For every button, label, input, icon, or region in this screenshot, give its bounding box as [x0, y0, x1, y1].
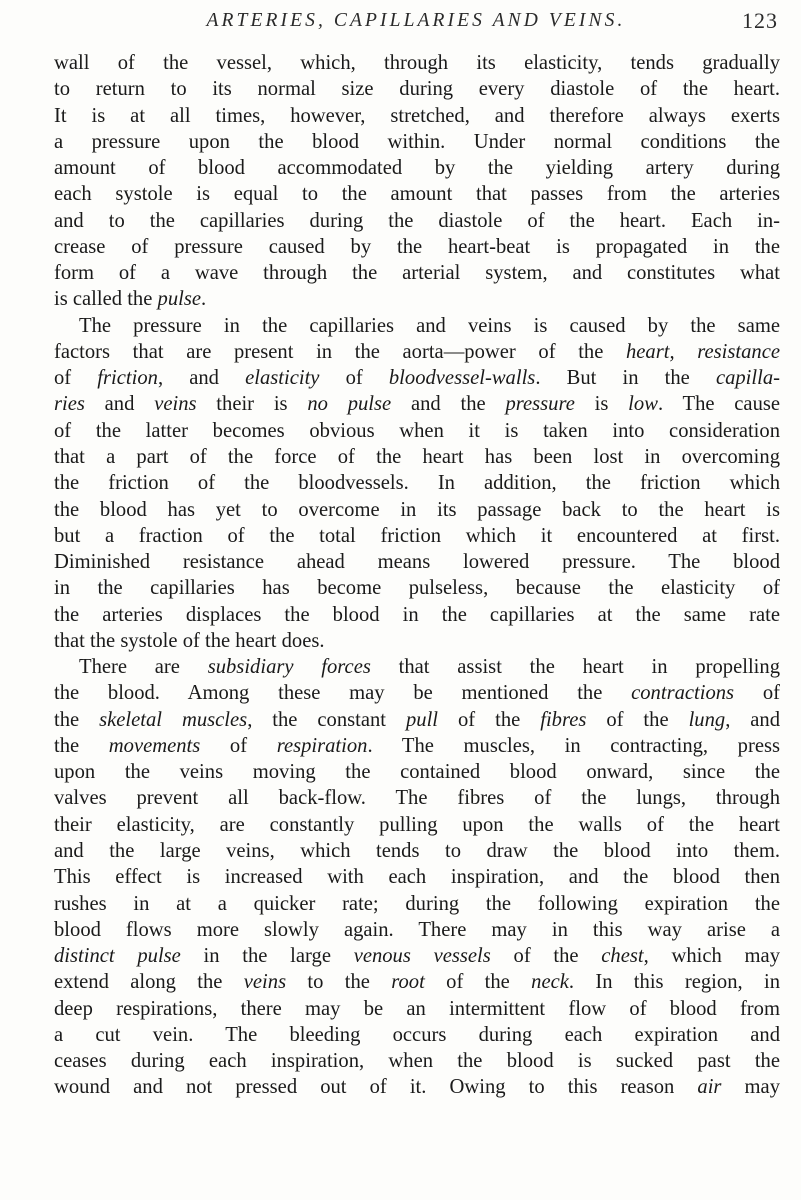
- text-line: [54, 549, 780, 575]
- text-line: [54, 864, 780, 890]
- text-span: wall of the vessel, which, through its elasticity, tends gradually: [54, 52, 780, 74]
- text-span: factors that are present in the aorta—power of the: [54, 340, 626, 363]
- text-span: the: [54, 734, 109, 757]
- italic-text: distinct pulse: [54, 945, 181, 968]
- text-span: that assist the heart in propelling: [370, 656, 780, 679]
- text-line: [54, 1048, 780, 1074]
- text-span: of the: [490, 945, 602, 968]
- text-span: is: [574, 393, 629, 416]
- text-line: [54, 759, 780, 785]
- text-span: in the capillaries has become pulseless, because the elasticity of: [54, 577, 780, 600]
- italic-text: root: [391, 971, 425, 994]
- text-line: [54, 602, 780, 628]
- text-line: [54, 286, 780, 312]
- italic-text: pull: [405, 708, 439, 731]
- running-header: [0, 10, 778, 42]
- italic-text: lung: [688, 708, 726, 731]
- text-span: The pressure in the capillaries and veins is caused by the same: [79, 314, 780, 337]
- text-line: [54, 996, 780, 1022]
- text-span: rushes in at a quicker rate; during the following expiration the: [54, 892, 780, 915]
- text-span: , which may: [643, 945, 780, 968]
- text-line: [54, 969, 780, 995]
- text-line: [54, 418, 780, 444]
- text-line: [54, 1022, 780, 1048]
- text-span: is called the: [54, 288, 158, 311]
- italic-text: pulse: [157, 288, 201, 311]
- italic-text: subsidiary forces: [207, 656, 371, 679]
- text-line: [54, 313, 780, 339]
- italic-text: no pulse: [307, 393, 392, 416]
- text-line: [54, 654, 780, 680]
- text-line: [54, 470, 780, 496]
- text-line: [54, 181, 780, 207]
- text-line: [54, 943, 780, 969]
- text-line: [54, 155, 780, 181]
- text-span: , and: [725, 708, 780, 731]
- text-line: [54, 680, 780, 706]
- italic-text: air: [697, 1076, 722, 1099]
- text-line: [54, 444, 780, 470]
- text-line: [54, 208, 780, 234]
- text-line: [54, 234, 780, 260]
- text-span: deep respirations, there may be an intermittent flow of blood from: [54, 997, 780, 1020]
- text-line: [54, 733, 780, 759]
- text-span: This effect is increased with each inspiration, and the blood then: [54, 866, 780, 889]
- text-line: [54, 812, 780, 838]
- italic-text: contractions: [631, 682, 735, 705]
- text-span: a pressure upon the blood within. Under normal conditions the: [54, 130, 780, 153]
- italic-text: veins: [243, 971, 287, 994]
- text-span: . But in the: [535, 367, 716, 390]
- text-span: . The muscles, in contracting, press: [367, 734, 780, 757]
- text-span: crease of pressure caused by the heart-beat is propagated in the: [54, 235, 780, 258]
- text-line: [54, 103, 780, 129]
- text-span: of: [319, 367, 389, 390]
- page-number: 123: [742, 8, 778, 33]
- text-line: [54, 50, 780, 76]
- text-span: the blood has yet to overcome in its passage back to the heart is: [54, 498, 780, 521]
- text-line: [54, 339, 780, 365]
- text-span: and the large veins, which tends to draw the blood into them.: [54, 839, 780, 862]
- text-span: wound and not pressed out of it. Owing to this reason: [54, 1076, 698, 1099]
- text-span: that the systole of the heart does.: [54, 629, 325, 652]
- text-span: .: [201, 288, 207, 311]
- text-span: blood flows more slowly again. There may in this way arise a: [54, 918, 780, 941]
- text-line: [54, 575, 780, 601]
- text-span: of: [200, 734, 277, 757]
- text-span: of the: [438, 708, 541, 731]
- text-span: extend along the: [54, 971, 244, 994]
- text-line: [54, 497, 780, 523]
- text-line: [54, 838, 780, 864]
- italic-text: chest: [601, 945, 644, 968]
- text-span: the: [54, 708, 100, 731]
- italic-text: heart, resistance: [626, 340, 780, 363]
- text-line: [54, 891, 780, 917]
- italic-text: low: [628, 393, 658, 416]
- italic-text: venous vessels: [353, 945, 491, 968]
- text-span: their is: [196, 393, 308, 416]
- italic-text: skeletal muscles: [99, 708, 248, 731]
- italic-text: ries: [54, 393, 85, 416]
- text-span: . In this region, in: [568, 971, 780, 994]
- text-line: [54, 76, 780, 102]
- italic-text: friction: [97, 367, 158, 390]
- text-span: of the latter becomes obvious when it is taken into consideration: [54, 419, 780, 442]
- italic-text: capilla-: [715, 367, 780, 390]
- italic-text: pressure: [505, 393, 575, 416]
- body-text: [54, 50, 780, 1101]
- text-line: [54, 707, 780, 733]
- text-span: There are: [79, 656, 208, 679]
- text-line: [54, 523, 780, 549]
- text-span: but a fraction of the total friction which it encountered at first.: [54, 524, 780, 547]
- text-span: that a part of the force of the heart has been lost in overcoming: [54, 445, 780, 468]
- text-line: [54, 917, 780, 943]
- text-span: It is at all times, however, stretched, and therefore always exerts: [54, 104, 780, 127]
- text-span: and: [84, 393, 155, 416]
- text-span: may: [721, 1076, 780, 1099]
- text-line: [54, 785, 780, 811]
- text-span: , the constant: [247, 708, 406, 731]
- text-span: their elasticity, are constantly pulling upon the walls of the heart: [54, 813, 780, 836]
- text-span: a cut vein. The bleeding occurs during each expiration and: [54, 1023, 780, 1046]
- text-span: of: [54, 367, 98, 390]
- text-span: of: [734, 682, 780, 705]
- text-span: of the: [424, 971, 532, 994]
- text-span: to return to its normal size during every diastole of the heart.: [54, 78, 780, 101]
- text-span: to the: [286, 971, 392, 994]
- text-span: . The cause: [657, 393, 780, 416]
- text-line: [54, 1074, 780, 1100]
- text-span: of the: [586, 708, 689, 731]
- running-title: ARTERIES, CAPILLARIES AND VEINS.: [206, 10, 626, 31]
- italic-text: neck: [531, 971, 569, 994]
- text-span: and to the capillaries during the diastole of the heart. Each in-: [54, 209, 780, 232]
- italic-text: veins: [154, 393, 197, 416]
- text-line: [54, 129, 780, 155]
- text-span: Diminished resistance ahead means lowered pressure. The blood: [54, 551, 780, 574]
- text-span: in the large: [180, 945, 354, 968]
- text-span: each systole is equal to the amount that passes from the arteries: [54, 183, 780, 206]
- text-span: the friction of the bloodvessels. In addition, the friction which: [54, 472, 780, 495]
- text-span: valves prevent all back-flow. The fibres of the lungs, through: [54, 787, 780, 810]
- text-line: [54, 365, 780, 391]
- text-span: ceases during each inspiration, when the blood is sucked past the: [54, 1050, 780, 1073]
- text-span: , and: [157, 367, 246, 390]
- text-span: and the: [391, 393, 506, 416]
- italic-text: respiration: [276, 734, 368, 757]
- italic-text: bloodvessel-walls: [388, 367, 536, 390]
- italic-text: elasticity: [245, 367, 320, 390]
- italic-text: movements: [108, 734, 201, 757]
- text-span: amount of blood accommodated by the yielding artery during: [54, 157, 780, 180]
- text-span: upon the veins moving the contained blood onward, since the: [54, 761, 780, 784]
- text-span: form of a wave through the arterial system, and constitutes what: [54, 262, 780, 285]
- text-span: the blood. Among these may be mentioned the: [54, 682, 632, 705]
- text-line: [54, 260, 780, 286]
- italic-text: fibres: [540, 708, 587, 731]
- text-span: the arteries displaces the blood in the capillaries at the same rate: [54, 603, 780, 626]
- text-line: [54, 628, 780, 654]
- text-line: [54, 391, 780, 417]
